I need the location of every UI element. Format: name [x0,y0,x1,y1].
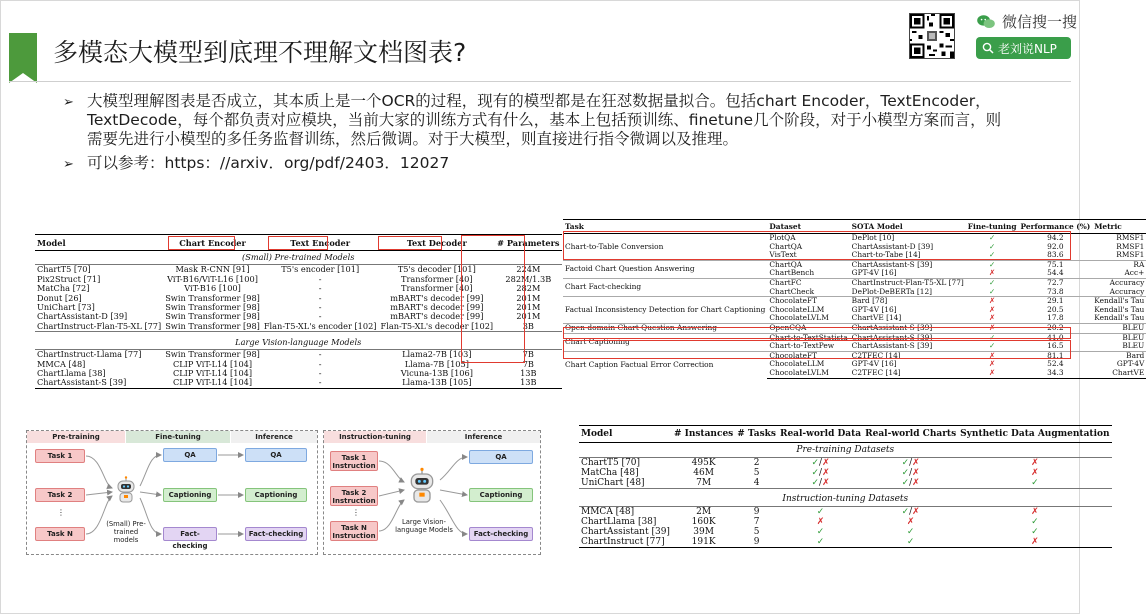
table-cell: - [318,292,322,303]
zone-finetuning: Fine-tuning [126,431,230,443]
table-cell: - [318,311,322,322]
inference-qa: QA [469,450,533,464]
table-cell: 41.0 [1019,333,1093,342]
table-cell: CLIP ViT-L14 [104] [172,358,253,369]
task-performance-table [563,219,1145,389]
table-cell: 282M/1.3B [505,273,552,284]
col-header: Text Encoder [262,235,379,251]
table-cell: MMCA [48] [581,506,635,517]
table-cell: ✓ [966,278,1019,287]
task-name-cell: Chart Captioning [563,333,767,351]
table-cell: 9 [735,537,778,548]
table-cell: Kendall's Tau [1094,313,1145,323]
col-header: Fine-tuning [966,220,1019,234]
arrow-bullet-icon: ➢ [63,157,74,172]
task-name-cell: Factual Inconsistency Detection for Chart Captioning [563,297,767,324]
table-cell: ✓/✗ [811,478,830,488]
table-cell: Llama2-7B [103] [402,349,472,360]
table-cell: 52.4 [1047,359,1064,369]
table-cell: ✓ [989,241,996,251]
table-cell: 72.7 [1019,278,1093,287]
table-cell: ✓/✗ [811,458,830,468]
col-header: Performance (%) [1019,220,1093,234]
table-cell: Swin Transformer [98] [165,292,260,303]
account-search-pill[interactable] [976,37,1071,59]
col-header: # Instances [672,426,735,443]
table-cell: T5's decoder [101] [397,264,476,275]
text-encoder-highlight [268,236,328,250]
table-cell: Kendall's Tau [1094,304,1145,314]
table-cell: Swin Transformer [98] [165,320,260,331]
table-cell: ChartAssistant-S [39] [850,323,966,333]
table-row [579,517,1112,527]
table-cell: 83.6 [1047,250,1064,260]
table-cell: ✓ [778,537,863,548]
table-cell: 7B [522,349,534,360]
table-cell: 224M [516,264,541,275]
table-cell: ChocolateLLM [769,304,825,314]
table-cell: ChartT5 [70] [37,264,91,275]
table-cell: ✗ [989,313,996,323]
training-paradigm-diagram [26,430,542,555]
table-cell: ChartAssistant-S [39] [851,341,933,351]
task-box: Task 2 [35,488,85,502]
table-cell: - [318,283,322,294]
table-cell: ✓/✗ [901,458,920,468]
section-row [579,492,1112,507]
table-cell: ChartCheck [769,286,815,296]
table-cell: 160K [691,516,716,527]
open-domain-qa-highlight [563,327,1071,339]
table-cell: GPT-4V [1116,359,1145,369]
instruction-task-box: Task 1 Instruction [330,451,378,471]
inference-fact-checking: Fact-checking [469,527,533,541]
table-cell: RMSF1 [1116,250,1145,260]
table-cell: ChartAssistant-S [39] [850,333,966,342]
task-name-cell: Factoid Chart Question Answering [563,260,767,278]
table-cell: Swin Transformer [98] [165,349,260,360]
bullet-text: 可以参考：https：//arxiv．org/pdf/2403．12027 [87,154,450,172]
inference-fact-checking: Fact-checking [245,527,307,541]
chart-encoder-highlight [168,236,235,250]
table-cell: - [318,349,322,360]
table-cell: ✗ [989,359,996,369]
text-decoder-highlight [378,236,442,250]
table-cell: MatCha [72] [37,283,90,294]
table-cell: Swin Transformer [98] [165,302,260,313]
table-cell: ✓ [816,526,825,537]
table-cell: 75.1 [1019,260,1093,269]
table-cell: 3B [522,320,534,331]
table-cell: ChocolateLVLM [769,313,829,323]
ellipsis-dots: ⋮ [352,508,360,517]
table-cell: ✓ [966,333,1019,342]
table-cell: 495K [691,458,716,468]
task-name-cell: Open-domain Chart Question Answering [563,323,767,333]
table-cell: mBART's decoder [99] [390,311,484,322]
table-cell: MatCha [48] [581,468,639,478]
output-fact-checking: Fact-checking [163,527,217,541]
col-header: Model [579,426,672,443]
table-cell: OpenCQA [767,323,849,333]
table-cell: 282M [516,283,541,294]
dataset-comparison-table [579,425,1110,553]
col-header: Chart Encoder [163,235,262,251]
table-cell: 5 [753,468,760,478]
table-cell: ✓ [1031,526,1039,537]
table-cell: ChartQA [767,260,849,269]
table-cell: ✗ [1031,506,1039,517]
table-cell: ✓ [989,250,996,260]
table-cell: ChartVE [14] [851,313,902,323]
table-cell: Chart-to-Tabe [14] [851,250,921,260]
table-cell: 92.0 [1047,241,1064,251]
table-cell: PlotQA [769,233,796,242]
table-cell: DePlot [10] [851,233,895,242]
col-header: Task [563,220,767,234]
table-cell: ChocolateFT [767,351,849,360]
table-cell: ✗ [989,268,996,278]
table-cell: Swin Transformer [98] [165,311,260,322]
table-cell: 20.2 [1019,323,1093,333]
table-cell: 7 [753,516,760,527]
table-cell: 201M [516,292,541,303]
instruction-task-box: Task 2 Instruction [330,486,378,506]
table-cell: ✗ [1031,468,1039,478]
table-cell: ViT-B16 [100] [184,283,241,294]
table-cell: ChartAssistant-S [39] [850,260,966,269]
zone-instruction-tuning: Instruction-tuning [324,431,426,443]
col-header: SOTA Model [850,220,966,234]
table-row [579,506,1112,517]
table-cell: ✗ [958,537,1111,548]
table-cell: MMCA [48] [37,358,86,369]
title-accent-shape [9,33,37,83]
table-row [579,458,1112,469]
table-cell: 54.4 [1047,268,1064,278]
title-divider [9,81,1071,82]
table-cell: ChartInstruct-Flan-T5-XL [77] [37,320,162,331]
table-cell: RMSF1 [1116,233,1145,242]
table-cell: ✓ [989,286,996,296]
table-cell: ChartFC [767,278,849,287]
table-cell: 7B [522,358,534,369]
col-header: # Parameters [495,235,561,251]
table-cell: 81.1 [1019,351,1093,360]
table-cell: ChartVE [1092,369,1146,378]
table-cell: 20.5 [1047,304,1064,314]
table-cell: 2M [696,506,712,517]
table-cell: ✗ [966,323,1019,333]
table-cell: Acc+ [1124,268,1145,278]
table-cell: ✗ [966,369,1019,378]
arrow-bullet-icon: ➢ [63,95,74,110]
table-row [579,478,1112,489]
output-qa: QA [163,448,217,462]
ellipsis-dots: ⋮ [57,508,65,517]
wechat-search-label: 微信搜一搜 [1002,13,1078,31]
table-cell: ✓ [906,526,915,537]
table-row [35,378,562,388]
chart-to-table-highlight [563,231,1071,260]
table-cell: GPT-4V [16] [851,304,897,314]
table-cell: ChartInstruct-Flan-T5-XL [77] [851,277,964,287]
wechat-search-icon [976,14,996,30]
section-label: Large Vision-language Models [35,336,562,350]
table-cell: ✓/✗ [901,468,920,478]
table-cell: - [318,358,322,369]
table-cell: 4 [753,478,760,488]
table-cell: ChartLlama [38] [581,516,657,527]
section-label: (Small) Pre-trained Models [35,251,562,265]
table-cell: 201M [516,302,541,313]
table-cell: 191K [672,537,735,548]
table-cell: GPT-4V [16] [851,268,897,278]
table-cell: - [262,378,379,388]
inference-captioning: Captioning [245,488,307,502]
col-header: Dataset [767,220,849,234]
table-cell: ✓ [989,233,996,242]
task-box: Task 1 [35,449,85,463]
table-cell: C2TFEC [14] [850,369,966,378]
table-cell: ChartT5 [70] [581,458,641,468]
large-model-label: Large Vision-language Models [395,518,453,534]
table-cell: Chart-to-TextPew [769,341,835,351]
table-cell: Accuracy [1092,278,1146,287]
table-cell: RMSF1 [1116,241,1145,251]
table-cell: ✗ [966,297,1019,306]
table-cell: GPT-4V [16] [851,359,897,369]
table-row [579,527,1112,537]
table-cell: Bard [1092,351,1146,360]
table-cell: ✓ [1031,516,1039,527]
table-cell: 7M [696,478,712,488]
bullet-item [63,92,1003,149]
table-cell: T5's encoder [101] [281,264,360,275]
table-cell: Vicuna-13B [106] [400,367,473,378]
instruction-task-box: Task N Instruction [330,521,378,541]
table-cell: 94.2 [1047,233,1064,242]
table-cell: - [318,273,322,284]
table-cell: Transformer [40] [401,273,473,284]
table-cell: 5 [753,526,760,537]
col-header: Model [35,235,163,251]
task-name-cell: Chart Caption Factual Error Correction [563,351,767,378]
table-cell: ✓/✗ [811,468,830,478]
task-box: Task N [35,527,85,541]
table-cell: BLEU [1092,323,1146,333]
inference-captioning: Captioning [469,488,533,502]
table-cell: BLEU [1122,341,1145,351]
section-row [579,443,1112,458]
table-cell: 201M [516,311,541,322]
table-cell: 16.5 [1047,341,1064,351]
table-cell: Mask R-CNN [91] [175,264,250,275]
table-cell: ChartBench [769,268,815,278]
table-cell: ChartInstruct-Llama [77] [37,349,142,360]
table-cell: ✓ [1031,478,1039,488]
table-cell: Donut [26] [37,292,82,303]
col-header: Real-world Charts [863,426,958,443]
table-cell: ChocolateFT [767,297,849,306]
table-cell: 73.8 [1047,286,1064,296]
table-cell: ChartInstruct [77] [579,537,672,548]
slide-title: 多模态大模型到底理不理解文档图表? [53,38,467,67]
table-cell: C2TFEC [14] [850,351,966,360]
table-cell: - [318,367,322,378]
table-cell: 39M [693,526,714,537]
table-cell: ChartLlama [38] [37,367,106,378]
table-cell: Bard [78] [850,297,966,306]
table-cell: ChartAssistant-D [39] [37,311,128,322]
task-name-cell: Chart-to-Table Conversion [565,241,664,251]
table-cell: mBART's decoder [99] [390,292,484,303]
small-model-label: (Small) Pre-trained models [106,520,146,544]
table-cell: ✗ [816,516,825,527]
table-cell: DePlot-DeBERTa [12] [851,286,933,296]
col-header: Metric [1092,220,1146,234]
table-cell: Chart-to-TextStatista [769,332,848,342]
table-cell: ChartQA [769,241,803,251]
inference-qa: QA [245,448,307,462]
col-header: Text Decoder [379,235,496,251]
table-cell: ✗ [906,516,915,527]
zone-inference: Inference [427,431,540,443]
search-icon [982,42,994,54]
bullet-list [63,92,1003,179]
account-search-label: 老刘说NLP [998,41,1057,56]
table-cell: CLIP ViT-L14 [104] [172,367,253,378]
table-cell: 13B [520,367,537,378]
table-cell: ChartAssistant [39] [581,526,670,537]
col-header: Synthetic Data Augmentation [958,426,1111,443]
model-architecture-table [35,234,560,388]
table-cell: ✓ [966,260,1019,269]
table-cell: Flan-T5-XL's decoder [102] [380,320,494,331]
table-cell: 17.8 [1047,313,1064,323]
table-cell: 46M [693,468,714,478]
qr-code-icon [909,13,955,59]
table-cell: 29.1 [1019,297,1093,306]
table-cell: ✗ [989,304,996,314]
table-row [579,537,1112,548]
zone-inference: Inference [231,431,317,443]
table-cell: ChocolateLVLM [767,369,849,378]
chart-captioning-highlight [563,340,1071,359]
table-cell: ✓/✗ [901,506,920,517]
table-cell: Accuracy [1109,286,1145,296]
table-cell: - [318,302,322,313]
table-cell: Kendall's Tau [1094,296,1145,306]
parameters-highlight [461,235,525,363]
table-cell: ✗ [966,351,1019,360]
table-cell: ChocolateLLM [769,359,825,369]
table-cell: Flan-T5-XL's encoder [102] [263,320,377,331]
table-cell: RA [1092,260,1146,269]
table-cell: ✗ [1031,458,1039,468]
table-row [579,468,1112,478]
table-cell: Llama-13B [105] [379,378,496,388]
table-cell: 2 [753,458,760,468]
table-cell: Transformer [40] [401,283,473,294]
section-label: Pre-training Datasets [579,443,1112,458]
table-cell: 9 [753,506,760,517]
table-cell: UniChart [73] [37,302,95,313]
table-cell: ✓ [863,537,958,548]
table-cell: Pix2Struct [71] [37,273,101,284]
table-cell: ✓/✗ [901,478,920,488]
table-cell: UniChart [48] [581,478,645,488]
bullet-item [63,154,1003,174]
diagram-arrows [26,430,542,555]
table-cell: ChartAssistant-S [39] [35,378,163,388]
table-cell: 34.3 [1019,369,1093,378]
table-cell: ViT-B16/ViT-L16 [100] [167,273,258,284]
output-captioning: Captioning [163,488,217,502]
table-cell: 13B [495,378,561,388]
task-name-cell: Chart Fact-checking [563,278,767,296]
table-cell: VisText [769,250,797,260]
table-cell: ✓ [816,506,825,517]
table-cell: ChartAssistant-D [39] [851,241,934,251]
table-cell: BLEU [1092,333,1146,342]
table-cell: mBART's decoder [99] [390,302,484,313]
col-header: Real-world Data [778,426,863,443]
section-label: Instruction-tuning Datasets [579,492,1112,507]
col-header: # Tasks [735,426,778,443]
table-cell: ✓ [989,341,996,351]
table-cell: CLIP ViT-L14 [104] [163,378,262,388]
wechat-search-brand [976,11,1077,32]
zone-pretraining: Pre-training [27,431,125,443]
table-cell: Llama-7B [105] [404,358,469,369]
bullet-text: 大模型理解图表是否成立，其本质上是一个OCR的过程，现有的模型都是在狂怼数据量拟合。包括chart Encoder，TextEncoder，TextDecode，每个都负责对应模块，当前大家的训练方式有什么，基本上包括预训练、finetune几个阶段，对于小模型方案而言，则需要先进行小模型的多任务监督训练，然后微调。对于大模型，则直接进行指令微调以及推理。 [87,92,1002,148]
